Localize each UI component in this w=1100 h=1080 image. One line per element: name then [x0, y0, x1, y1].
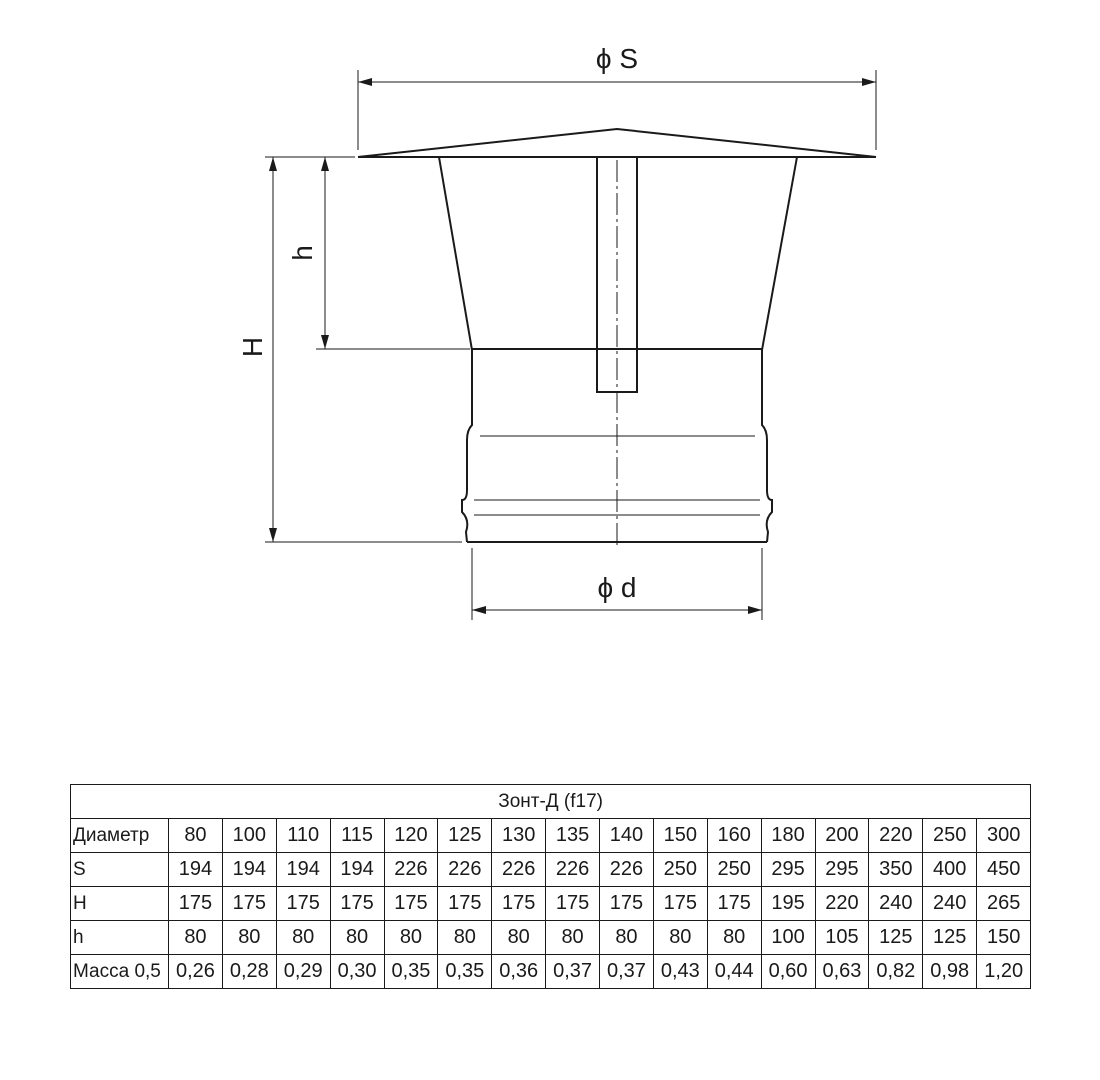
- table-cell: 295: [815, 853, 869, 887]
- table-cell: 175: [438, 887, 492, 921]
- table-title-row: [71, 785, 1031, 819]
- table-cell: 135: [546, 819, 600, 853]
- table-cell: 175: [546, 887, 600, 921]
- table-cell: 80: [169, 819, 223, 853]
- table-title: Зонт-Д (f17): [71, 785, 1031, 819]
- table-cell: 175: [653, 887, 707, 921]
- table-cell: 220: [815, 887, 869, 921]
- table-cell: 140: [600, 819, 654, 853]
- table-cell: 295: [761, 853, 815, 887]
- table-cell: 250: [707, 853, 761, 887]
- table-cell: 0,36: [492, 955, 546, 989]
- table-cell: 80: [707, 921, 761, 955]
- dimension-H-label: H: [237, 336, 268, 358]
- table-cell: 175: [384, 887, 438, 921]
- table-cell: 80: [330, 921, 384, 955]
- table-cell: 220: [869, 819, 923, 853]
- table-cell: 175: [600, 887, 654, 921]
- row-label: S: [71, 853, 169, 887]
- cone-left-wall: [439, 157, 472, 350]
- table-cell: 80: [222, 921, 276, 955]
- table-cell: 150: [977, 921, 1031, 955]
- table-cell: 0,35: [438, 955, 492, 989]
- table-cell: 175: [330, 887, 384, 921]
- row-label: Диаметр: [71, 819, 169, 853]
- dimension-h: [316, 157, 470, 349]
- table-cell: 0,60: [761, 955, 815, 989]
- row-label: Масса 0,5: [71, 955, 169, 989]
- spec-table: [70, 784, 1031, 989]
- dimension-d-label: ϕ d: [597, 572, 637, 603]
- table-cell: 0,37: [600, 955, 654, 989]
- table-row: [71, 819, 1031, 853]
- table-cell: 240: [869, 887, 923, 921]
- table-cell: 250: [923, 819, 977, 853]
- table-cell: 80: [384, 921, 438, 955]
- table-cell: 194: [330, 853, 384, 887]
- table-cell: 80: [438, 921, 492, 955]
- table-cell: 240: [923, 887, 977, 921]
- spec-table-container: [70, 784, 1030, 989]
- table-cell: 0,35: [384, 955, 438, 989]
- table-cell: 175: [492, 887, 546, 921]
- table-cell: 175: [222, 887, 276, 921]
- table-cell: 450: [977, 853, 1031, 887]
- table-cell: 226: [600, 853, 654, 887]
- table-cell: 125: [438, 819, 492, 853]
- table-cell: 125: [923, 921, 977, 955]
- dimension-S-label: ϕ S: [595, 43, 639, 74]
- table-cell: 160: [707, 819, 761, 853]
- table-cell: 130: [492, 819, 546, 853]
- table-cell: 180: [761, 819, 815, 853]
- table-cell: 0,63: [815, 955, 869, 989]
- table-row: [71, 853, 1031, 887]
- table-row: [71, 955, 1031, 989]
- pipe-right-wall: [762, 350, 772, 542]
- table-cell: 110: [276, 819, 330, 853]
- table-cell: 250: [653, 853, 707, 887]
- table-cell: 300: [977, 819, 1031, 853]
- table-cell: 80: [276, 921, 330, 955]
- table-cell: 0,98: [923, 955, 977, 989]
- table-cell: 125: [869, 921, 923, 955]
- table-cell: 80: [169, 921, 223, 955]
- table-cell: 105: [815, 921, 869, 955]
- table-cell: 0,44: [707, 955, 761, 989]
- table-cell: 194: [276, 853, 330, 887]
- table-cell: 226: [438, 853, 492, 887]
- pipe-left-wall: [462, 350, 472, 542]
- table-cell: 80: [546, 921, 600, 955]
- table-cell: 194: [169, 853, 223, 887]
- table-row: [71, 921, 1031, 955]
- table-cell: 1,20: [977, 955, 1031, 989]
- umbrella-roof: [358, 129, 876, 157]
- table-cell: 194: [222, 853, 276, 887]
- table-cell: 0,28: [222, 955, 276, 989]
- table-cell: 80: [600, 921, 654, 955]
- table-row: [71, 887, 1031, 921]
- table-cell: 150: [653, 819, 707, 853]
- table-cell: 100: [222, 819, 276, 853]
- table-cell: 0,26: [169, 955, 223, 989]
- table-cell: 0,43: [653, 955, 707, 989]
- table-cell: 80: [653, 921, 707, 955]
- table-cell: 0,29: [276, 955, 330, 989]
- table-cell: 175: [707, 887, 761, 921]
- table-cell: 0,82: [869, 955, 923, 989]
- row-label: H: [71, 887, 169, 921]
- table-cell: 80: [492, 921, 546, 955]
- cone-right-wall: [762, 157, 797, 350]
- table-cell: 350: [869, 853, 923, 887]
- table-cell: 115: [330, 819, 384, 853]
- table-cell: 175: [169, 887, 223, 921]
- table-cell: 226: [546, 853, 600, 887]
- table-cell: 0,37: [546, 955, 600, 989]
- dimension-S: [358, 70, 876, 150]
- table-cell: 175: [276, 887, 330, 921]
- table-cell: 195: [761, 887, 815, 921]
- dimension-h-label: h: [287, 245, 318, 261]
- table-cell: 265: [977, 887, 1031, 921]
- table-cell: 100: [761, 921, 815, 955]
- table-cell: 200: [815, 819, 869, 853]
- table-cell: 400: [923, 853, 977, 887]
- table-cell: 120: [384, 819, 438, 853]
- table-cell: 226: [492, 853, 546, 887]
- table-cell: 226: [384, 853, 438, 887]
- table-cell: 0,30: [330, 955, 384, 989]
- row-label: h: [71, 921, 169, 955]
